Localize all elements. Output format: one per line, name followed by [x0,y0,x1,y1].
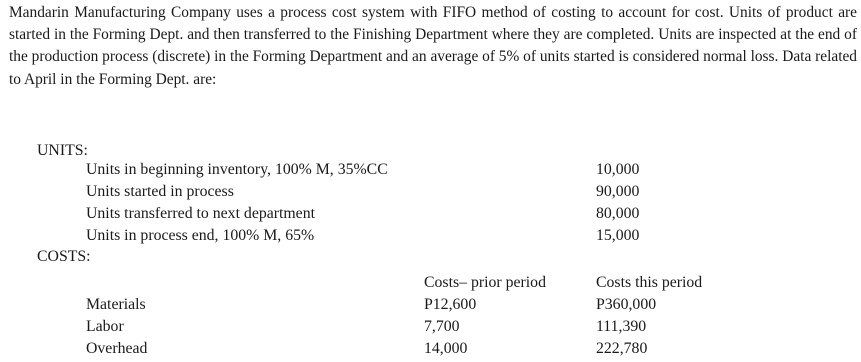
cost-row-label: Overhead [86,340,148,357]
cost-row-label: Labor [86,318,124,335]
units-heading: UNITS: [37,142,88,159]
units-row-value: 90,000 [596,183,640,200]
cost-row-current: 111,390 [596,318,647,335]
cost-row-prior: 7,700 [424,318,460,335]
costs-this-period-header: Costs this period [596,274,703,291]
units-row-value: 10,000 [596,161,640,178]
cost-row-current: P360,000 [596,296,657,313]
costs-heading: COSTS: [37,248,91,265]
cost-row-prior: 14,000 [424,340,468,357]
units-row-label: Units in beginning inventory, 100% M, 35%CC [86,161,388,178]
cost-row-label: Materials [86,296,146,313]
cost-row-current: 222,780 [596,340,648,357]
units-row-label: Units started in process [86,183,234,200]
units-row-value: 80,000 [596,205,640,222]
units-row-label: Units transferred to next department [86,205,315,222]
units-row-value: 15,000 [596,227,640,244]
units-row-label: Units in process end, 100% M, 65% [86,227,315,244]
costs-prior-period-header: Costs– prior period [424,274,546,291]
cost-row-prior: P12,600 [424,296,477,313]
problem-intro-paragraph: Mandarin Manufacturing Company uses a process cost system with FIFO method of costing to account for cost. Units of product are started in the Forming Dept. and then transferred to the Finishing Department where they are completed. Units are inspected at the end of the production process (discrete) in the Forming Department and an average of 5% of units started is considered normal loss. Data related to April in the Forming Dept. are: [9,4,857,88]
